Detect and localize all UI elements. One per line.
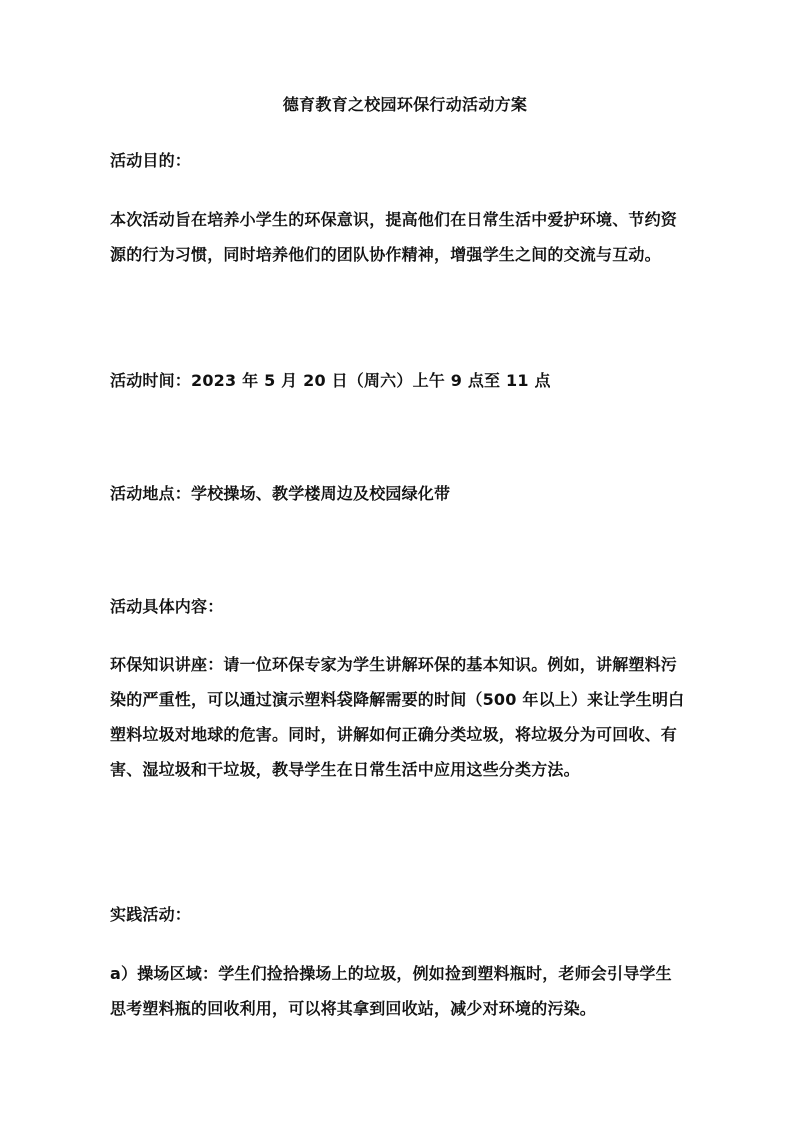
paragraph-line: 思考塑料瓶的回收利用，可以将其拿到回收站，减少对环境的污染。	[110, 999, 597, 1018]
activity-location: 活动地点：学校操场、教学楼周边及校园绿化带	[110, 484, 451, 503]
paragraph-line: a）操场区域：学生们捡拾操场上的垃圾，例如捡到塑料瓶时，老师会引导学生	[110, 964, 672, 983]
paragraph-line: 塑料垃圾对地球的危害。同时，讲解如何正确分类垃圾，将垃圾分为可回收、有	[110, 725, 678, 744]
lecture-paragraph	[110, 647, 720, 787]
purpose-heading: 活动目的：	[110, 151, 192, 170]
paragraph-line: 源的行为习惯，同时培养他们的团队协作精神，增强学生之间的交流与互动。	[110, 245, 661, 264]
paragraph-line: 害、湿垃圾和干垃圾，教导学生在日常生活中应用这些分类方法。	[110, 760, 580, 779]
practice-a-paragraph	[110, 956, 720, 1026]
paragraph-line: 本次活动旨在培养小学生的环保意识，提高他们在日常生活中爱护环境、节约资	[110, 210, 678, 229]
paragraph-line: 染的严重性，可以通过演示塑料袋降解需要的时间（500 年以上）来让学生明白	[110, 690, 685, 709]
document-title: 德育教育之校园环保行动活动方案	[282, 95, 528, 114]
paragraph-line: 环保知识讲座：请一位环保专家为学生讲解环保的基本知识。例如，讲解塑料污	[110, 655, 678, 674]
activity-time: 活动时间：2023 年 5 月 20 日（周六）上午 9 点至 11 点	[110, 371, 551, 390]
purpose-paragraph	[110, 202, 720, 272]
practice-heading: 实践活动：	[110, 905, 192, 924]
content-heading: 活动具体内容：	[110, 597, 224, 616]
